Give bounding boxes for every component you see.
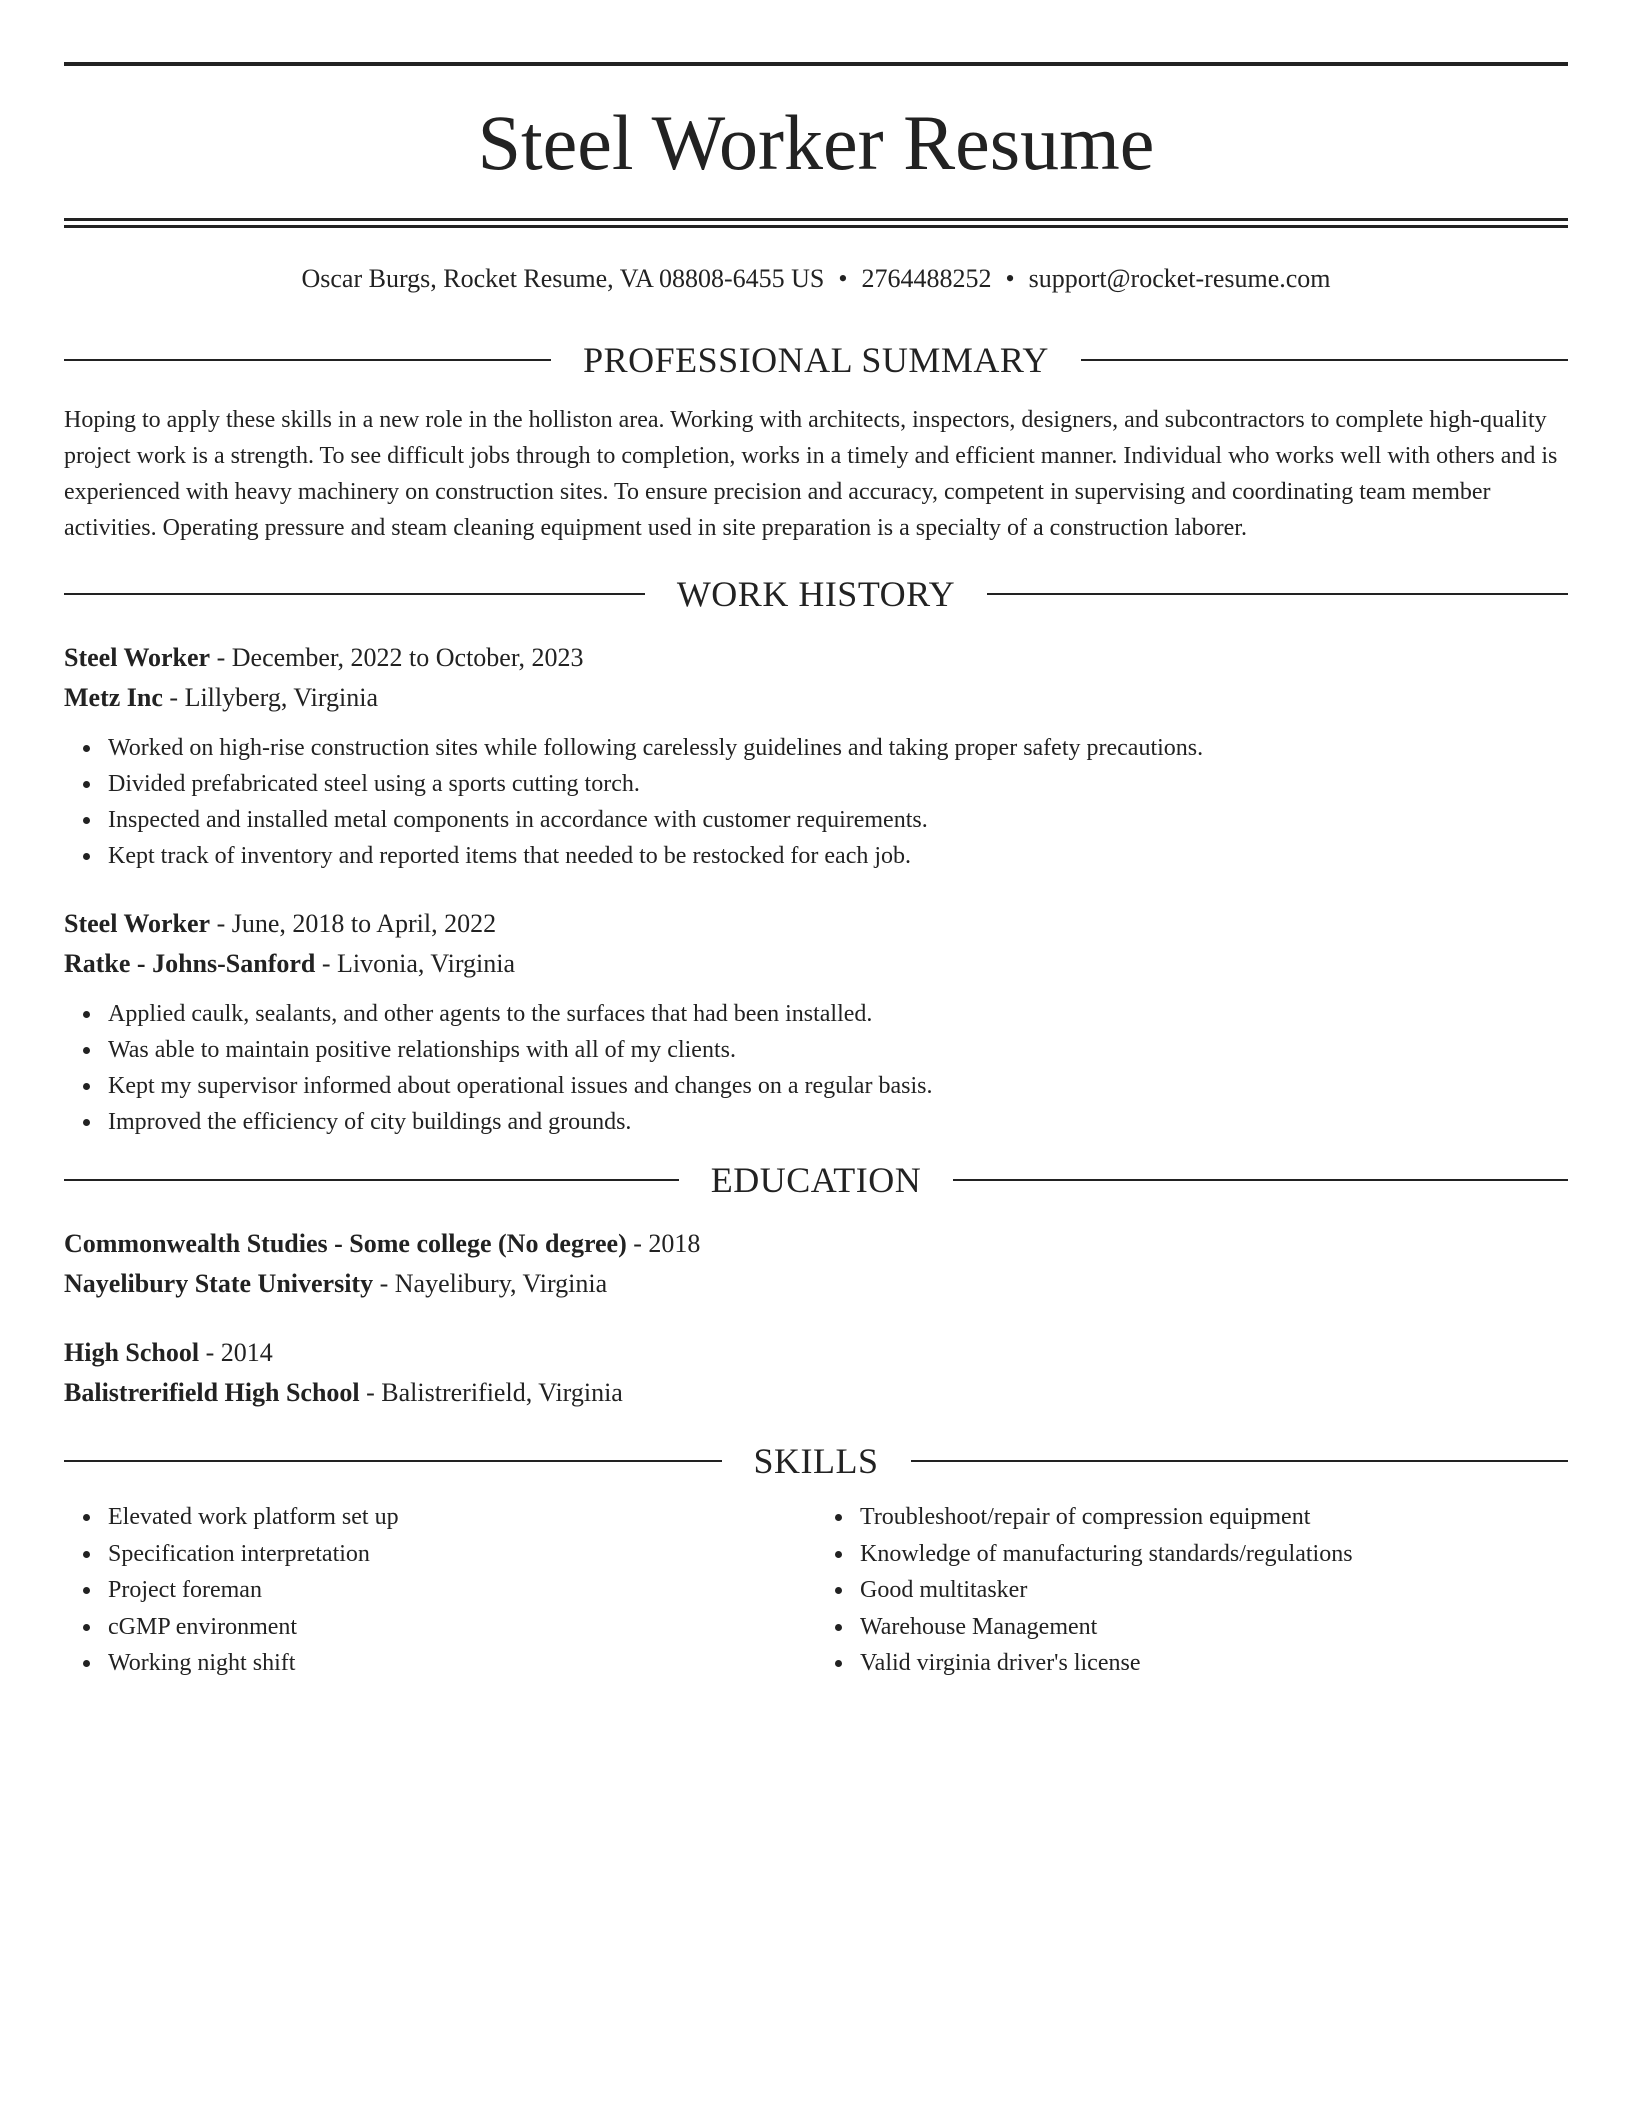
bullet-icon bbox=[83, 745, 90, 752]
bullet-icon bbox=[835, 1587, 842, 1594]
list-item bbox=[108, 1645, 816, 1682]
list-item bbox=[108, 730, 1568, 766]
top-rule bbox=[64, 62, 1568, 66]
list-item-text: Inspected and installed metal components in accordance with customer requirements. bbox=[108, 807, 928, 833]
list-item bbox=[108, 802, 1568, 838]
list-item bbox=[860, 1536, 1568, 1573]
title-double-rule bbox=[64, 218, 1568, 228]
job-company-line bbox=[64, 678, 1568, 718]
bullet-icon bbox=[835, 1624, 842, 1631]
school: Nayelibury State University bbox=[64, 1269, 374, 1298]
job-title: Steel Worker bbox=[64, 643, 211, 672]
job-entry bbox=[64, 638, 1568, 874]
contact-separator: • bbox=[1005, 264, 1015, 293]
summary-text: Hoping to apply these skills in a new role in the holliston area. Working with architects, inspectors, designers, and subcontractors to complete high-quality project work is a strength. To see difficult jobs through to completion, works in a timely and efficient manner. Individual who works well with others and is experienced with heavy machinery on construction sites. To ensure precision and accuracy, competent in supervising and coordinating team member activities. Operating pressure and steam cleaning equipment used in site preparation is a specialty of a construction laborer. bbox=[64, 407, 1558, 541]
degree: High School bbox=[64, 1338, 200, 1367]
education-heading-label: EDUCATION bbox=[710, 1160, 922, 1200]
skills-column-right bbox=[816, 1499, 1568, 1682]
job-company: Ratke - Johns-Sanford bbox=[64, 949, 316, 978]
bullet-icon bbox=[83, 1011, 90, 1018]
skill-text: Troubleshoot/repair of compression equipment bbox=[860, 1504, 1311, 1530]
skill-text: Specification interpretation bbox=[108, 1540, 370, 1567]
bullet-icon bbox=[83, 1624, 90, 1631]
skills-column-left bbox=[64, 1499, 816, 1682]
list-item bbox=[108, 1032, 1568, 1068]
job-entry bbox=[64, 904, 1568, 1140]
bullet-icon bbox=[83, 1587, 90, 1594]
bullet-icon bbox=[83, 853, 90, 860]
skills-section-heading bbox=[64, 1441, 1568, 1481]
bullet-icon bbox=[83, 1551, 90, 1558]
list-item-text: Improved the efficiency of city buildings and grounds. bbox=[108, 1109, 632, 1135]
bullet-icon bbox=[83, 817, 90, 824]
job-dates: - June, 2018 to April, 2022 bbox=[210, 909, 497, 938]
skill-text: Good multitasker bbox=[860, 1577, 1028, 1603]
education-entry bbox=[64, 1224, 1568, 1304]
heading-rule-left bbox=[64, 1460, 722, 1462]
list-item-text: Worked on high-rise construction sites while following carelessly guidelines and taking proper safety precautions. bbox=[108, 735, 1204, 761]
work-section-heading bbox=[64, 574, 1568, 614]
bullet-icon bbox=[83, 1514, 90, 1521]
job-company: Metz Inc bbox=[64, 683, 163, 712]
school-location: - Nayelibury, Virginia bbox=[373, 1269, 608, 1298]
summary-heading-label: PROFESSIONAL SUMMARY bbox=[583, 340, 1049, 380]
degree-year: - 2014 bbox=[199, 1338, 273, 1367]
job-duties-list bbox=[64, 996, 1568, 1140]
bullet-icon bbox=[83, 781, 90, 788]
list-item-text: Kept my supervisor informed about operational issues and changes on a regular basis. bbox=[108, 1073, 933, 1099]
list-item bbox=[860, 1609, 1568, 1646]
work-heading-label: WORK HISTORY bbox=[676, 574, 956, 614]
list-item-text: Was able to maintain positive relationships with all of my clients. bbox=[108, 1037, 736, 1063]
heading-rule-left bbox=[64, 593, 645, 595]
contact-email: support@rocket-resume.com bbox=[1028, 264, 1331, 293]
bullet-icon bbox=[83, 1083, 90, 1090]
list-item bbox=[860, 1499, 1568, 1536]
list-item-text: Applied caulk, sealants, and other agents to the surfaces that had been installed. bbox=[108, 1001, 873, 1027]
skill-text: Working night shift bbox=[108, 1650, 296, 1676]
heading-rule-right bbox=[1081, 359, 1568, 361]
job-dates: - December, 2022 to October, 2023 bbox=[210, 643, 584, 672]
list-item bbox=[860, 1572, 1568, 1609]
job-duties-list bbox=[64, 730, 1568, 874]
job-title-line bbox=[64, 904, 1568, 944]
skill-text: Valid virginia driver's license bbox=[860, 1650, 1141, 1676]
page-title: Steel Worker Resume bbox=[477, 99, 1155, 186]
list-item bbox=[108, 1499, 816, 1536]
list-item bbox=[108, 996, 1568, 1032]
list-item bbox=[860, 1645, 1568, 1682]
skill-text: cGMP environment bbox=[108, 1613, 298, 1640]
degree: Commonwealth Studies - Some college (No degree) bbox=[64, 1229, 627, 1258]
job-title: Steel Worker bbox=[64, 909, 211, 938]
list-item bbox=[108, 1104, 1568, 1140]
summary-section-heading bbox=[64, 340, 1568, 380]
list-item-text: Kept track of inventory and reported items that needed to be restocked for each job. bbox=[108, 843, 912, 869]
education-section-heading bbox=[64, 1160, 1568, 1200]
list-item bbox=[108, 1572, 816, 1609]
school-location: - Balistrerifield, Virginia bbox=[359, 1378, 623, 1407]
bullet-icon bbox=[83, 1047, 90, 1054]
heading-rule-right bbox=[953, 1179, 1568, 1181]
bullet-icon bbox=[835, 1551, 842, 1558]
list-item bbox=[108, 1068, 1568, 1104]
bullet-icon bbox=[835, 1514, 842, 1521]
job-location: - Lillyberg, Virginia bbox=[162, 683, 378, 712]
education-entry bbox=[64, 1333, 1568, 1413]
heading-rule-left bbox=[64, 359, 551, 361]
skills-grid bbox=[64, 1499, 1568, 1682]
job-title-line bbox=[64, 638, 1568, 678]
heading-rule-left bbox=[64, 1179, 679, 1181]
heading-rule-right bbox=[987, 593, 1568, 595]
contact-address: Oscar Burgs, Rocket Resume, VA 08808-6455 US bbox=[301, 264, 825, 293]
skills-list bbox=[64, 1499, 816, 1682]
list-item bbox=[108, 1609, 816, 1646]
job-location: - Livonia, Virginia bbox=[315, 949, 516, 978]
degree-line bbox=[64, 1333, 1568, 1373]
school-line bbox=[64, 1264, 1568, 1304]
list-item bbox=[108, 766, 1568, 802]
degree-line bbox=[64, 1224, 1568, 1264]
heading-rule-right bbox=[911, 1460, 1569, 1462]
skill-text: Elevated work platform set up bbox=[108, 1504, 399, 1530]
skill-text: Project foreman bbox=[108, 1577, 262, 1603]
school: Balistrerifield High School bbox=[64, 1378, 360, 1407]
skill-text: Warehouse Management bbox=[860, 1613, 1098, 1640]
contact-separator: • bbox=[838, 264, 848, 293]
contact-phone: 2764488252 bbox=[861, 264, 992, 293]
skill-text: Knowledge of manufacturing standards/regulations bbox=[860, 1540, 1353, 1567]
list-item bbox=[108, 838, 1568, 874]
bullet-icon bbox=[83, 1660, 90, 1667]
degree-year: - 2018 bbox=[626, 1229, 701, 1258]
list-item-text: Divided prefabricated steel using a sports cutting torch. bbox=[108, 771, 640, 797]
bullet-icon bbox=[83, 1119, 90, 1126]
contact-line bbox=[64, 262, 1568, 296]
skills-list bbox=[816, 1499, 1568, 1682]
bullet-icon bbox=[835, 1660, 842, 1667]
skills-heading-label: SKILLS bbox=[753, 1441, 879, 1481]
job-company-line bbox=[64, 944, 1568, 984]
list-item bbox=[108, 1536, 816, 1573]
school-line bbox=[64, 1373, 1568, 1413]
